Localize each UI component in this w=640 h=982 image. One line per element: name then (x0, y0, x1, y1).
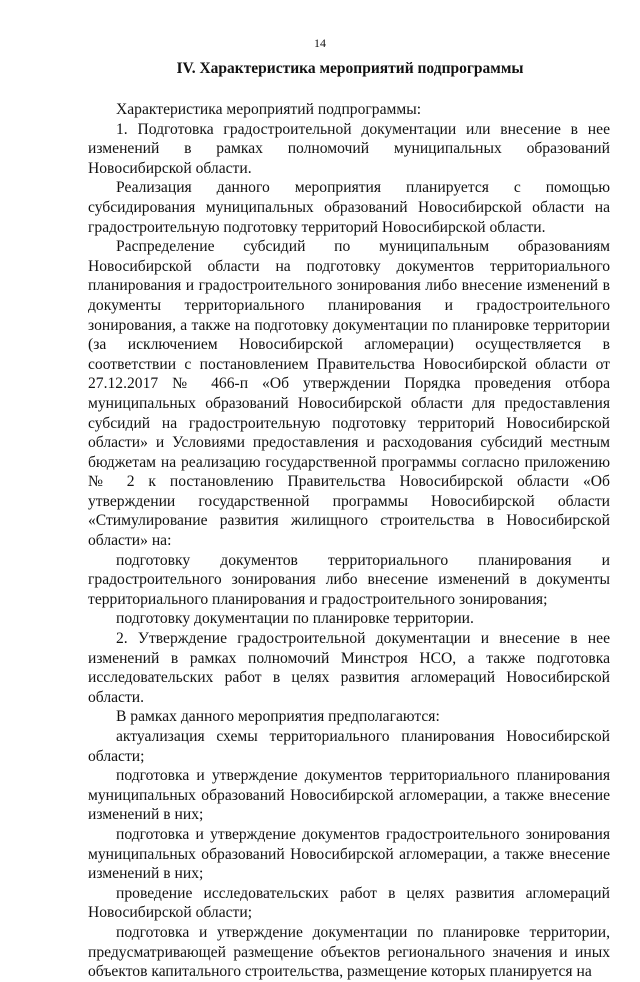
paragraph: Реализация данного мероприятия планируется с помощью субсидирования муниципальных образований Новосибирской области на градостроительную подготовку территорий Новосибирской области. (88, 179, 610, 236)
paragraph: В рамках данного мероприятия предполагаются: (116, 708, 440, 726)
paragraph: актуализация схемы территориального планирования Новосибирской области; (88, 728, 610, 765)
paragraph: подготовка и утверждение документов градостроительного зонирования муниципальных образований Новосибирской агломерации, а также внесение изменений в них; (88, 825, 610, 883)
paragraph: Распределение субсидий по муниципальным образованиям Новосибирской области на подготовку документов территориального планирования и градостроительного зонирования либо внесение изменений в документы территориального планирования и градостроительного зонирования, а также на подготовку документации по планировке территории (за исключением Новосибирской агломерации) осуществляется в соответствии с постановлением Правительства Новосибирской области от 27.12.2017 № 466-п «Об утверждении Порядка проведения отбора муниципальных образований Новосибирской области для предоставления субсидий на градостроительную подготовку территорий Новосибирской области» и Условиями предоставления и расходования субсидий местным бюджетам на реализацию государственной программы согласно приложению № 2 к постановлению Правительства Новосибирской области «Об утверждении государственной программы Новосибирской области «Стимулирование развития жилищного строительства в Новосибирской области» на: (88, 238, 610, 550)
paragraph: Характеристика мероприятий подпрограммы: (116, 101, 422, 118)
paragraph: подготовка и утверждение документации по планировке территории, предусматривающей размещение объектов регионального значения и иных объектов капитального строительства, размещение которых планируется на (88, 923, 610, 981)
body-text (88, 100, 610, 982)
paragraph: 2. Утверждение градостроительной документации и внесение в нее изменений в рамках полномочий Минстроя НСО, а также подготовка исследовательских работ в целях развития агломераций Новосибирской области. (88, 630, 610, 706)
paragraph: проведение исследовательских работ в целях развития агломераций Новосибирской области; (88, 884, 610, 922)
paragraph: подготовку документации по планировке территории. (116, 610, 474, 628)
paragraph: подготовку документов территориального планирования и градостроительного зонирования либо внесение изменений в документы территориального планирования и градостроительного зонирования; (88, 551, 610, 608)
paragraph: подготовка и утверждение документов территориального планирования муниципальных образований Новосибирской агломерации, а также внесение изменений в них; (88, 767, 610, 824)
page-number: 14 (314, 36, 326, 50)
section-heading: IV. Характеристика мероприятий подпрограммы (176, 60, 524, 77)
paragraph: 1. Подготовка градостроительной документации или внесение в нее изменений в рамках полномочий муниципальных образований Новосибирской области. (88, 120, 610, 177)
